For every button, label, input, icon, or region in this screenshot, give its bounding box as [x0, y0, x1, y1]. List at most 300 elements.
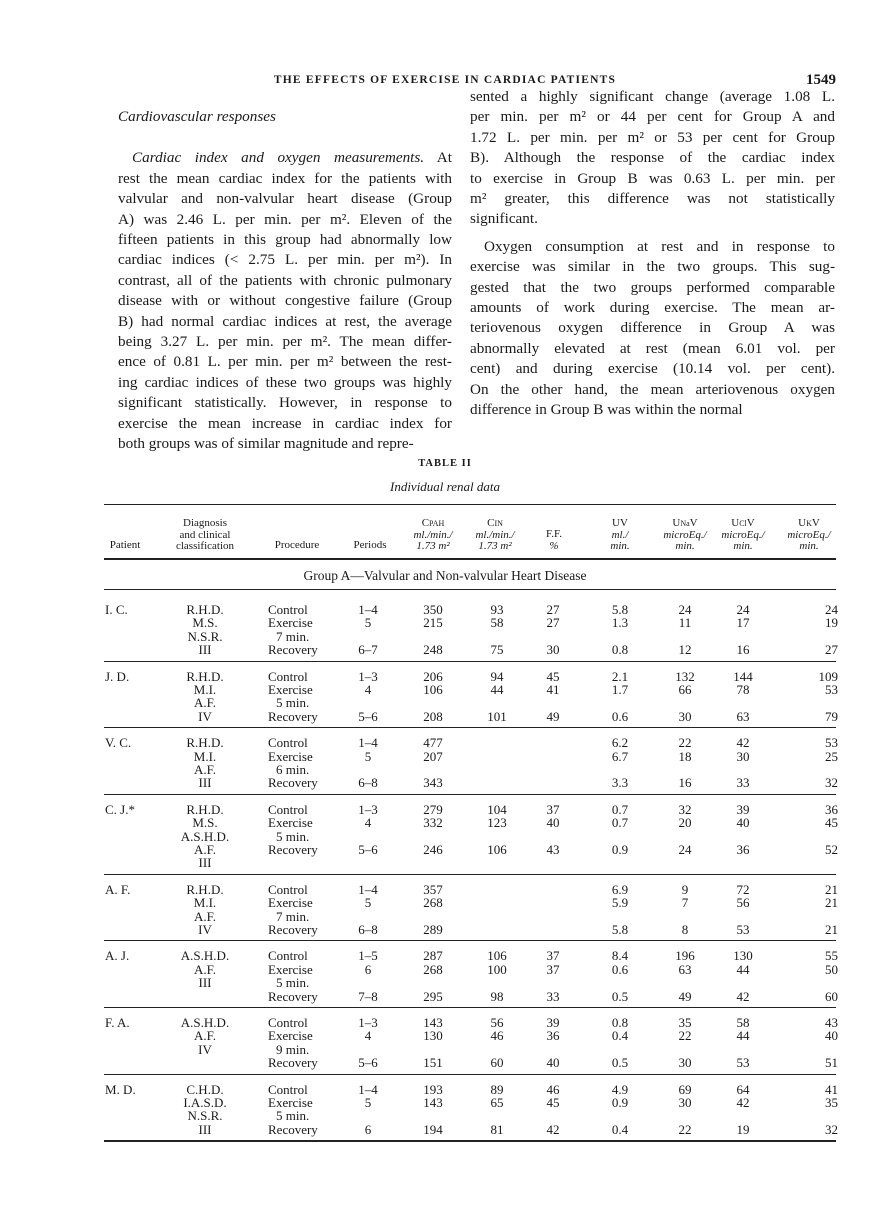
paragraph-line: cent) and during exercise (10.14 vol. per cent).: [470, 360, 835, 378]
header-unit: ml./min./: [413, 528, 453, 541]
cell-periods: 1–5: [358, 948, 378, 964]
cell-cpah: 207: [423, 748, 443, 764]
table-label: TABLE II: [418, 458, 472, 469]
header-subscript: IN: [494, 519, 503, 528]
cell-cpah: 151: [423, 1055, 443, 1071]
page-number: 1549: [806, 72, 836, 88]
header-line: and clinical: [179, 528, 231, 541]
cell-periods: 5–6: [358, 708, 378, 724]
cell-uv: 0.4: [611, 1028, 629, 1044]
cell-cpah: 215: [423, 615, 443, 631]
cell-diagnosis: IV: [198, 1041, 212, 1057]
section-heading: Cardiovascular responses: [118, 108, 276, 125]
header-cin: [467, 518, 523, 553]
cell-unav: 12: [678, 642, 692, 658]
run-in-heading: Cardiac index and oxygen measurements.: [132, 149, 425, 167]
cell-procedure: 6 min.: [276, 761, 310, 777]
cell-ukv: 51: [825, 1055, 838, 1071]
cell-ukv: 32: [825, 1121, 838, 1137]
cell-cin: 94: [490, 668, 504, 684]
header-patient: Patient: [109, 539, 141, 551]
cell-procedure: Exercise: [268, 895, 313, 911]
table-row: [0, 1123, 890, 1136]
cell-unav: 132: [675, 668, 695, 684]
header-rule: [104, 558, 836, 560]
header-uv: [600, 518, 640, 553]
paragraph-line: significant.: [470, 210, 538, 228]
table-row: [0, 1016, 890, 1029]
cell-patient: A. F.: [105, 881, 131, 897]
cell-procedure: Exercise: [268, 1094, 313, 1110]
cell-uclv: 42: [736, 735, 750, 751]
cell-ff: 27: [546, 602, 560, 617]
paragraph-line: ence of 0.81 L. per min. per m² between the rest-: [118, 353, 452, 371]
table-row: [0, 963, 890, 976]
table-row: [0, 856, 890, 869]
cell-cpah: 287: [423, 948, 443, 964]
cell-ukv: 32: [825, 775, 838, 791]
table-row: [0, 910, 890, 923]
cell-periods: 1–4: [358, 1081, 378, 1097]
table-row: [0, 949, 890, 962]
cell-ukv: 24: [825, 602, 838, 617]
paragraph-line: B). Although the response of the cardiac index: [470, 149, 835, 167]
cell-periods: 6: [364, 961, 372, 977]
cell-periods: 1–3: [358, 1015, 378, 1030]
patient-block: [0, 949, 890, 1003]
cell-diagnosis: I.A.S.D.: [183, 1094, 227, 1110]
paragraph-line: valvular and non-valvular heart disease (Group: [118, 190, 452, 208]
cell-periods: 6–7: [358, 642, 378, 658]
header-diagnosis: [160, 518, 250, 553]
cell-diagnosis: A.F.: [193, 961, 217, 977]
left-column: [118, 107, 452, 455]
cell-cpah: 477: [423, 735, 443, 751]
cell-diagnosis: A.F.: [193, 841, 217, 857]
cell-procedure: Exercise: [268, 1028, 313, 1044]
cell-ff: 40: [546, 815, 560, 831]
cell-procedure: Recovery: [268, 642, 318, 658]
paragraph-line: significant statistically. However, in response to: [118, 394, 452, 412]
cell-diagnosis: R.H.D.: [186, 801, 224, 817]
cell-cpah: 268: [423, 961, 443, 977]
table-row: [0, 1043, 890, 1056]
paragraph-line: Oxygen consumption at rest and in response to: [484, 237, 835, 255]
cell-procedure: Control: [268, 1081, 308, 1097]
cell-unav: 69: [678, 1081, 692, 1097]
cell-ff: 42: [546, 1121, 560, 1137]
cell-cpah: 143: [423, 1015, 443, 1030]
cell-ff: 45: [546, 1094, 560, 1110]
cell-cpah: 343: [423, 775, 443, 791]
cell-uv: 6.7: [611, 748, 629, 764]
header-line: classification: [175, 540, 235, 552]
paragraph-line: teriovenous oxygen difference in Group A was: [470, 319, 835, 337]
cell-uclv: 56: [736, 895, 750, 911]
paragraph-line: cardiac indices (< 2.75 L. per min. per m²). In: [118, 251, 452, 269]
paragraph-line: rest the mean cardiac index for the patients with: [118, 169, 452, 187]
group-a-label: Group A—Valvular and Non-valvular Heart Disease: [303, 568, 587, 583]
cell-ukv: 19: [825, 615, 838, 631]
cell-diagnosis: III: [198, 775, 212, 791]
running-title: THE EFFECTS OF EXERCISE IN CARDIAC PATIENTS: [273, 74, 617, 86]
cell-procedure: Control: [268, 602, 308, 617]
header-unit: %: [549, 539, 559, 552]
cell-procedure: 5 min.: [276, 975, 310, 991]
table-row: [0, 603, 890, 616]
cell-diagnosis: M.I.: [193, 748, 217, 764]
table-row: [0, 630, 890, 643]
header-symbol: C: [421, 517, 430, 529]
cell-uclv: 16: [736, 642, 750, 658]
cell-procedure: Recovery: [268, 1055, 318, 1071]
cell-procedure: Exercise: [268, 615, 313, 631]
cell-ukv: 53: [825, 735, 838, 751]
cell-unav: 66: [678, 681, 692, 697]
cell-periods: 5: [364, 748, 372, 764]
cell-unav: 7: [681, 895, 689, 911]
cell-uclv: 24: [736, 602, 750, 617]
block-rule: [104, 940, 836, 941]
cell-periods: 6–8: [358, 775, 378, 791]
cell-diagnosis: III: [198, 642, 212, 658]
cell-procedure: Recovery: [268, 775, 318, 791]
cell-ff: 49: [546, 708, 560, 724]
cell-procedure: 7 min.: [276, 628, 310, 644]
table-row: [0, 696, 890, 709]
cell-unav: 22: [678, 1028, 692, 1044]
cell-diagnosis: A.F.: [193, 695, 217, 711]
cell-diagnosis: III: [198, 975, 212, 991]
cell-ukv: 50: [825, 961, 838, 977]
cell-unav: 196: [675, 948, 695, 964]
cell-ukv: 53: [825, 681, 838, 697]
cell-patient: J. D.: [105, 668, 130, 684]
cell-unav: 49: [678, 988, 692, 1004]
cell-diagnosis: III: [198, 1121, 212, 1137]
cell-procedure: Recovery: [268, 921, 318, 937]
header-unit: microEq./: [787, 528, 831, 541]
cell-periods: 4: [364, 681, 372, 697]
header-unav: [656, 518, 714, 553]
block-rule: [104, 661, 836, 662]
cell-periods: 5–6: [358, 1055, 378, 1071]
cell-unav: 35: [678, 1015, 692, 1030]
header-symbol: V: [746, 517, 755, 529]
cell-diagnosis: R.H.D.: [186, 735, 224, 751]
cell-unav: 9: [681, 881, 689, 897]
cell-unav: 8: [681, 921, 689, 937]
cell-cpah: 332: [423, 815, 443, 831]
cell-uv: 3.3: [611, 775, 629, 791]
cell-uv: 5.8: [611, 921, 629, 937]
paragraph-line: gested that the two groups performed comparable: [470, 278, 835, 296]
table-top-rule: [104, 504, 836, 505]
cell-cpah: 268: [423, 895, 443, 911]
cell-diagnosis: N.S.R.: [187, 628, 223, 644]
paragraph-line: abnormally elevated at rest (mean 6.01 vol. per: [470, 339, 835, 357]
paragraph-line: difference in Group B was within the normal: [470, 401, 743, 419]
table-row: [0, 976, 890, 989]
cell-procedure: Recovery: [268, 1121, 318, 1137]
cell-unav: 30: [678, 708, 692, 724]
patient-block: [0, 1016, 890, 1070]
cell-uv: 4.9: [611, 1081, 629, 1097]
cell-ukv: 25: [825, 748, 838, 764]
header-unit: min.: [675, 540, 695, 552]
cell-cin: 100: [487, 961, 507, 977]
paragraph-line: per min. per m² or 44 per cent for Group A and: [470, 108, 835, 126]
table-row: [0, 816, 890, 829]
paragraph-line: both groups was of similar magnitude and repre-: [118, 435, 414, 453]
table-row: [0, 923, 890, 936]
cell-uclv: 78: [736, 681, 750, 697]
table-title: Individual renal data: [389, 479, 500, 494]
cell-ukv: 45: [825, 815, 838, 831]
cell-unav: 22: [678, 735, 692, 751]
cell-uclv: 42: [736, 1094, 750, 1110]
cell-cpah: 295: [423, 988, 443, 1004]
patient-block: [0, 736, 890, 790]
patient-block: [0, 803, 890, 870]
block-rule: [104, 727, 836, 728]
cell-procedure: 5 min.: [276, 1108, 310, 1124]
cell-uv: 0.6: [611, 708, 629, 724]
paragraph-line: exercise the mean increase in cardiac index for: [118, 414, 452, 432]
table-row: [0, 776, 890, 789]
table-row: [0, 616, 890, 629]
header-subscript: PAH: [429, 519, 445, 528]
cell-uv: 0.8: [611, 642, 629, 658]
cell-unav: 30: [678, 1094, 692, 1110]
block-rule: [104, 1074, 836, 1075]
cell-cpah: 208: [423, 708, 443, 724]
cell-ff: 33: [546, 988, 560, 1004]
cell-uclv: 130: [733, 948, 753, 964]
cell-diagnosis: R.H.D.: [186, 602, 224, 617]
cell-cpah: 357: [423, 881, 443, 897]
cell-procedure: Control: [268, 735, 308, 751]
paragraph-line: m² greater, this difference was not statistically: [470, 190, 835, 208]
cell-procedure: Control: [268, 668, 308, 684]
header-unit: microEq./: [663, 528, 707, 541]
block-rule: [104, 874, 836, 875]
cell-periods: 1–4: [358, 881, 378, 897]
block-rule: [104, 794, 836, 795]
table-row: [0, 830, 890, 843]
cell-procedure: Control: [268, 948, 308, 964]
cell-uclv: 44: [736, 1028, 750, 1044]
header-uclv: [714, 518, 772, 553]
cell-unav: 16: [678, 775, 692, 791]
cell-patient: M. D.: [105, 1081, 136, 1097]
cell-periods: 1–3: [358, 668, 378, 684]
cell-uclv: 36: [736, 841, 750, 857]
cell-ff: 36: [546, 1028, 560, 1044]
cell-ukv: 43: [825, 1015, 838, 1030]
table-row: [0, 1056, 890, 1069]
cell-uv: 2.1: [611, 668, 629, 684]
cell-uv: 8.4: [611, 948, 629, 964]
cell-cpah: 350: [423, 602, 443, 617]
header-subscript: K: [806, 519, 812, 528]
cell-uclv: 58: [736, 1015, 750, 1030]
cell-cin: 123: [487, 815, 507, 831]
header-symbol: U: [731, 517, 740, 529]
cell-procedure: Recovery: [268, 841, 318, 857]
cell-cin: 58: [490, 615, 504, 631]
cell-periods: 1–3: [358, 801, 378, 817]
cell-uclv: 72: [736, 881, 750, 897]
cell-periods: 1–4: [358, 602, 378, 617]
header-unit: min.: [799, 540, 819, 552]
header-procedure: Procedure: [274, 539, 320, 551]
cell-uv: 1.3: [611, 615, 629, 631]
table-row: [0, 683, 890, 696]
cell-unav: 24: [678, 841, 692, 857]
paragraph-line: A) was 2.46 L. per min. per m². Eleven of the: [118, 210, 452, 228]
paragraph-line: B) had normal cardiac indices at rest, the average: [118, 312, 452, 330]
header-symbol: UV: [612, 517, 628, 529]
cell-procedure: Control: [268, 1015, 308, 1030]
cell-diagnosis: A.F.: [193, 908, 217, 924]
paragraph-line: [118, 148, 452, 168]
table-row: [0, 896, 890, 909]
cell-uclv: 19: [736, 1121, 750, 1137]
cell-diagnosis: N.S.R.: [187, 1108, 223, 1124]
cell-ff: 40: [546, 1055, 560, 1071]
cell-ff: 46: [546, 1081, 560, 1097]
header-periods: Periods: [353, 539, 387, 551]
cell-uv: 0.4: [611, 1121, 629, 1137]
table-row: [0, 670, 890, 683]
cell-diagnosis: M.I.: [193, 681, 217, 697]
cell-patient: F. A.: [105, 1015, 130, 1030]
header-subscript: Cl: [739, 519, 747, 528]
header-symbol: U: [798, 517, 807, 529]
cell-diagnosis: A.S.H.D.: [180, 828, 230, 844]
cell-diagnosis: M.S.: [192, 815, 218, 831]
cell-procedure: Recovery: [268, 708, 318, 724]
cell-uclv: 40: [736, 815, 750, 831]
paragraph-line: to exercise in Group B was 0.63 L. per min. per: [470, 169, 835, 187]
cell-diagnosis: A.F.: [193, 761, 217, 777]
header-symbol: U: [672, 517, 681, 529]
group-rule: [104, 589, 836, 590]
cell-cin: 93: [490, 602, 504, 617]
paragraph-line: amounts of work during exercise. The mean ar-: [470, 299, 835, 317]
cell-procedure: Exercise: [268, 681, 313, 697]
cell-unav: 63: [678, 961, 692, 977]
header-unit: 1.73 m²: [478, 540, 512, 552]
paragraph-line: ing cardiac indices of these two groups was highly: [118, 373, 452, 391]
cell-ukv: 21: [825, 881, 838, 897]
cell-cpah: 206: [423, 668, 443, 684]
cell-procedure: Recovery: [268, 988, 318, 1004]
cell-procedure: Control: [268, 881, 308, 897]
cell-cpah: 130: [423, 1028, 443, 1044]
cell-periods: 4: [364, 1028, 372, 1044]
header-unit: min.: [733, 540, 753, 552]
table-row: [0, 643, 890, 656]
cell-cin: 60: [490, 1055, 504, 1071]
table-row: [0, 1029, 890, 1042]
cell-uv: 0.5: [611, 1055, 629, 1071]
cell-cpah: 248: [423, 642, 443, 658]
table-row: [0, 843, 890, 856]
paragraph-line: exercise was similar in the two groups. This sug-: [470, 258, 835, 276]
table-row: [0, 990, 890, 1003]
cell-uclv: 39: [736, 801, 750, 817]
cell-ff: 37: [546, 961, 560, 977]
header-symbol: V: [811, 517, 820, 529]
cell-uclv: 44: [736, 961, 750, 977]
paragraph-line: disease with or without congestive failure (Group: [118, 292, 452, 310]
cell-patient: A. J.: [105, 948, 130, 964]
cell-uv: 0.9: [611, 1094, 629, 1110]
header-symbol: F.F.: [546, 528, 562, 540]
cell-cpah: 246: [423, 841, 443, 857]
cell-periods: 4: [364, 815, 372, 831]
table-row: [0, 736, 890, 749]
cell-uv: 6.2: [611, 735, 629, 751]
cell-ukv: 27: [825, 642, 838, 658]
text: At: [424, 149, 452, 167]
cell-ff: 45: [546, 668, 560, 684]
table-row: [0, 1096, 890, 1109]
cell-procedure: 5 min.: [276, 695, 310, 711]
cell-unav: 30: [678, 1055, 692, 1071]
header-symbol: V: [689, 517, 698, 529]
cell-unav: 22: [678, 1121, 692, 1137]
table-row: [0, 1109, 890, 1122]
header-unit: ml./: [611, 528, 629, 541]
cell-diagnosis: M.I.: [193, 895, 217, 911]
cell-procedure: Control: [268, 801, 308, 817]
header-subscript: Na: [680, 519, 690, 528]
cell-procedure: 9 min.: [276, 1041, 310, 1057]
cell-ukv: 79: [825, 708, 838, 724]
cell-diagnosis: A.S.H.D.: [180, 1015, 230, 1030]
cell-diagnosis: M.S.: [192, 615, 218, 631]
cell-diagnosis: A.S.H.D.: [180, 948, 230, 964]
patient-block: [0, 670, 890, 724]
cell-ukv: 60: [825, 988, 838, 1004]
cell-ukv: 55: [825, 948, 838, 964]
header-unit: 1.73 m²: [416, 540, 450, 552]
table-row: [0, 1083, 890, 1096]
cell-ff: 30: [546, 642, 560, 658]
header-ff: [536, 529, 572, 552]
cell-cin: 101: [487, 708, 507, 724]
cell-cpah: 106: [423, 681, 443, 697]
table-row: [0, 750, 890, 763]
cell-ukv: 41: [825, 1081, 838, 1097]
header-unit: min.: [610, 540, 630, 552]
cell-diagnosis: A.F.: [193, 1028, 217, 1044]
cell-uv: 0.7: [611, 801, 629, 817]
cell-unav: 18: [678, 748, 692, 764]
cell-uclv: 17: [736, 615, 750, 631]
table-row: [0, 710, 890, 723]
cell-cin: 75: [490, 642, 504, 658]
header-ukv: [780, 518, 838, 553]
cell-uv: 0.8: [611, 1015, 629, 1030]
cell-uv: 0.7: [611, 815, 629, 831]
paragraph-line: contrast, all of the patients with chronic pulmonary: [118, 271, 452, 289]
cell-diagnosis: III: [198, 855, 212, 871]
header-unit: microEq./: [721, 528, 765, 541]
